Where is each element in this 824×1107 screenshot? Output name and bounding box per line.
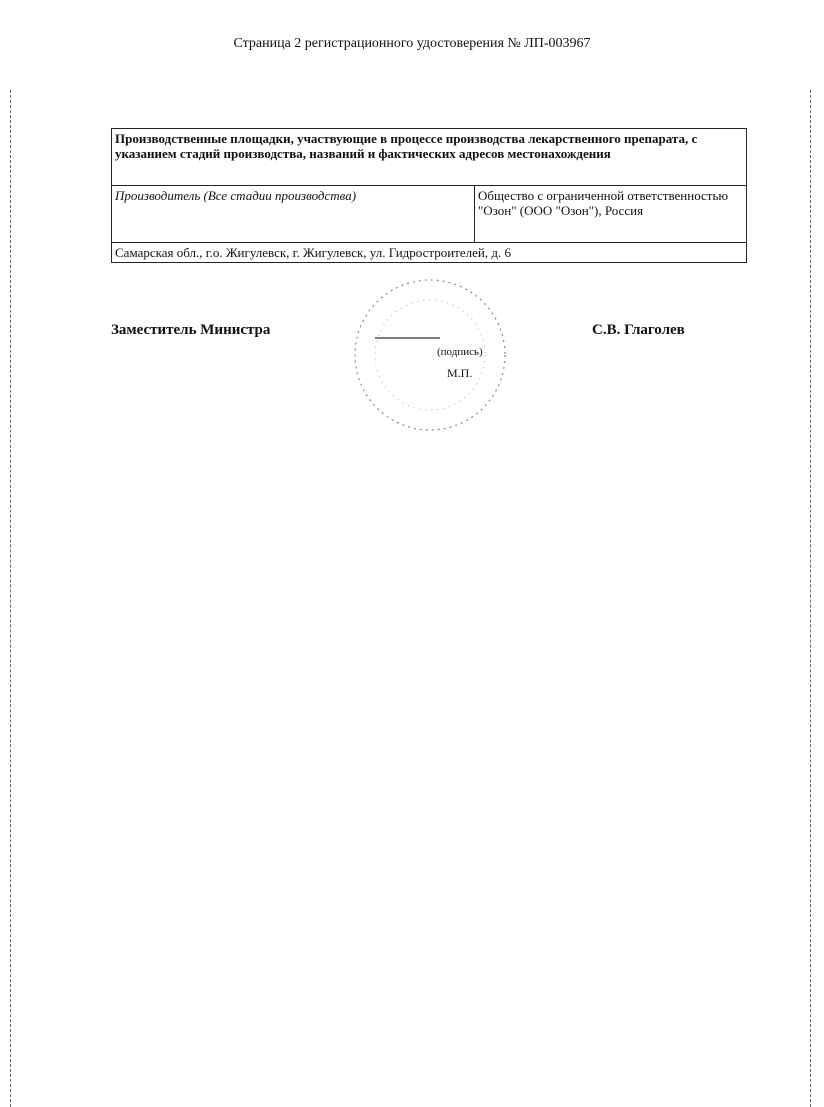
scan-edge-left [10, 90, 11, 1107]
signatory-name: С.В. Глаголев [592, 322, 685, 338]
seal-label: М.П. [447, 366, 473, 380]
production-sites-table [111, 128, 747, 263]
manufacturer-address: Самарская обл., г.о. Жигулевск, г. Жигулевск, ул. Гидростроителей, д. 6 [112, 243, 747, 263]
page-title: Страница 2 регистрационного удостоверения № ЛП-003967 [233, 36, 591, 51]
table-row [112, 186, 747, 243]
signature-label: (подпись) [437, 346, 483, 358]
table-row [112, 243, 747, 263]
manufacturer-company: Общество с ограниченной ответственностью "Озон" (ООО "Озон"), Россия [475, 186, 747, 243]
signatory-position: Заместитель Министра [111, 322, 271, 338]
table-heading: Производственные площадки, участвующие в процессе производства лекарственного препарата, с указанием стадий производства, названий и фактических адресов местонахождения [112, 129, 747, 186]
official-stamp [345, 275, 520, 440]
scan-edge-right [810, 90, 811, 1107]
table-row [112, 129, 747, 186]
manufacturer-role: Производитель (Все стадии производства) [112, 186, 475, 243]
